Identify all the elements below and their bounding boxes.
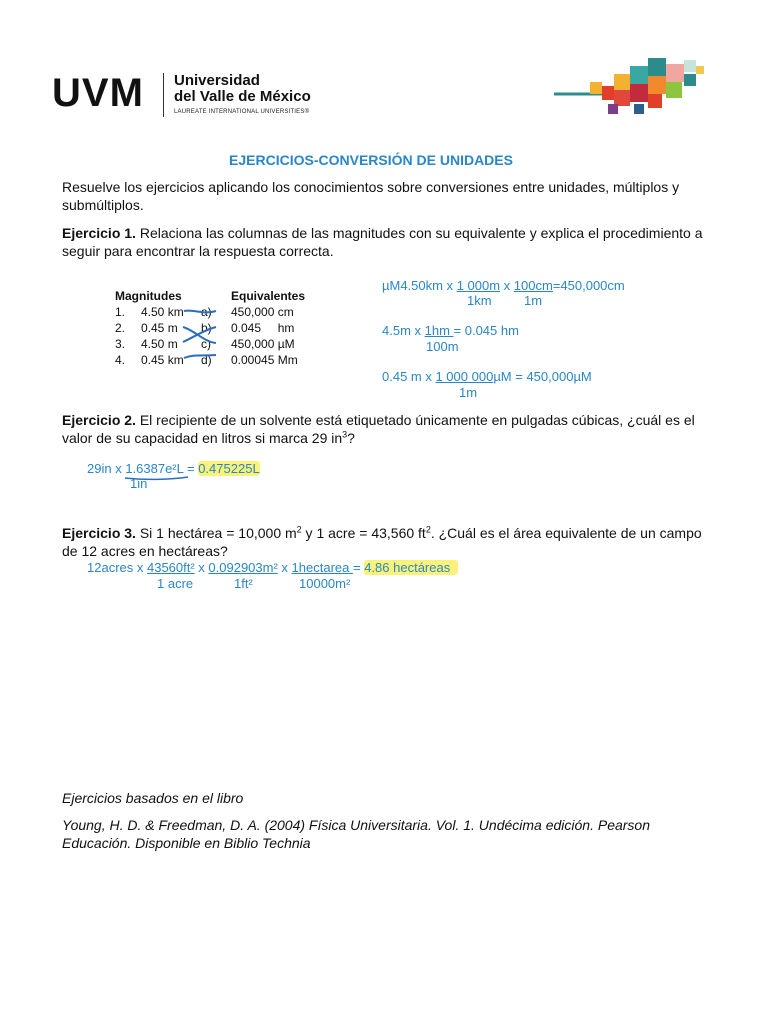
ejercicio3-text1a: Si 1 hectárea = 10,000 m: [135, 525, 297, 541]
ejercicio2-superscript: 3: [342, 429, 348, 440]
row-number: 2.: [115, 321, 126, 335]
row-letter: b): [201, 321, 212, 335]
conversion-c: [382, 369, 592, 385]
conversion-b-result: = 0.045 hm: [453, 323, 519, 338]
ejercicio2-work-denominator: 1in: [130, 476, 148, 491]
conversion-a-numerator1: 1 000m: [456, 278, 501, 293]
row-number: 1.: [115, 305, 126, 319]
ejercicio2-result: 0.475225L: [198, 461, 260, 476]
row-magnitude: 4.50 km: [141, 305, 184, 319]
row-magnitude: 4.50 m: [141, 337, 178, 351]
conversion-c-result: µM = 450,000µM: [493, 369, 592, 384]
page-title: EJERCICIOS-CONVERSIÓN DE UNIDADES: [229, 152, 513, 168]
ejercicio1-label: Ejercicio 1.: [62, 225, 136, 241]
ejercicio3-denominator1: 1 acre: [157, 576, 194, 591]
ejercicio3-times1: x: [194, 560, 209, 575]
laureate-tagline: LAUREATE INTERNATIONAL UNIVERSITIES®: [174, 109, 310, 115]
ejercicio3-denominator2: 1ft²: [234, 576, 253, 591]
row-magnitude: 0.45 m: [141, 321, 178, 335]
header-magnitudes: Magnitudes: [115, 289, 182, 303]
ejercicio3-label: Ejercicio 3.: [62, 525, 136, 541]
university-name-line2: del Valle de México: [174, 88, 311, 105]
ejercicio2-question-mark: ?: [347, 430, 355, 446]
ejercicio3-numerator1: 43560ft²: [146, 560, 195, 575]
ejercicio3-numerator2: 0.092903m²: [208, 560, 278, 575]
conversion-b-denominator: 100m: [426, 339, 459, 354]
ejercicio3-text2: de 12 acres en hectáreas?: [62, 543, 228, 559]
conversion-a-denominator2: 1m: [524, 293, 543, 308]
ejercicio1-text2: seguir para encontrar la respuesta correcta.: [62, 243, 334, 259]
uvm-logo: UVM: [52, 71, 144, 115]
row-magnitude: 0.45 km: [141, 353, 184, 367]
references-heading: Ejercicios basados en el libro: [62, 790, 244, 806]
ejercicio3-text1c: . ¿Cuál es el área equivalente de un campo: [430, 525, 702, 541]
ejercicio2-text2: [62, 429, 355, 448]
conversion-a: [382, 278, 625, 294]
row-equivalent: 0.045 hm: [231, 321, 295, 335]
conversion-a-denominator1: 1km: [467, 293, 492, 308]
intro-line2: submúltiplos.: [62, 197, 144, 213]
conversion-b-start: 4.5m x: [382, 323, 425, 338]
ejercicio2-statement: [62, 411, 695, 430]
row-equivalent: 0.00045 Mm: [231, 353, 298, 367]
reference-line2: Educación. Disponible en Biblio Technia: [62, 835, 311, 851]
ejercicio3-text1b: y 1 acre = 43,560 ft: [301, 525, 426, 541]
university-name-line1: Universidad: [174, 72, 260, 89]
ejercicio2-work-start: 29in x: [87, 461, 126, 476]
ejercicio3-work-start: 12acres x: [87, 560, 147, 575]
row-letter: d): [201, 353, 212, 367]
ejercicio1-statement: [62, 224, 703, 243]
logo-divider: [163, 73, 164, 117]
row-number: 4.: [115, 353, 126, 367]
header-equivalentes: Equivalentes: [231, 289, 306, 303]
conversion-b: [382, 323, 519, 339]
row-letter: c): [201, 337, 211, 351]
row-number: 3.: [115, 337, 126, 351]
conversion-a-numerator2: 100cm: [513, 278, 553, 293]
conversion-b-numerator: 1hm: [424, 323, 454, 338]
row-equivalent: 450,000 cm: [231, 305, 294, 319]
matching-lines: [180, 302, 220, 362]
ejercicio3-numerator3: 1hectarea: [291, 560, 353, 575]
conversion-c-denominator: 1m: [459, 385, 478, 400]
conversion-a-result: =450,000cm: [552, 278, 625, 293]
ejercicio2-work-numerator: 1.6387e²L: [125, 461, 184, 476]
ejercicio3-times2: x: [277, 560, 292, 575]
ejercicio3-superscript2: 2: [425, 524, 431, 535]
ejercicio2-text1: El recipiente de un solvente está etiquetado únicamente en pulgadas cúbicas, ¿cuál es el: [135, 412, 695, 428]
ejercicio3-equals: =: [352, 560, 365, 575]
ejercicio3-statement: [62, 524, 702, 543]
cubes-logo-icon: [550, 52, 730, 124]
ejercicio3-denominator3: 10000m²: [299, 576, 351, 591]
reference-line1: Young, H. D. & Freedman, D. A. (2004) Física Universitaria. Vol. 1. Undécima edición. Pearson: [62, 817, 650, 833]
ejercicio3-work: [87, 560, 458, 576]
conversion-a-start: µM4.50km x: [382, 278, 457, 293]
conversion-a-times: x: [500, 278, 514, 293]
ejercicio3-result: 4.86 hectáreas: [364, 560, 458, 575]
ejercicio2-work-equals: =: [183, 461, 199, 476]
intro-line1: Resuelve los ejercicios aplicando los conocimientos sobre conversiones entre unidades, múltiplos y: [62, 179, 680, 195]
ejercicio2-label: Ejercicio 2.: [62, 412, 136, 428]
conversion-c-start: 0.45 m x: [382, 369, 436, 384]
ejercicio2-text2-main: valor de su capacidad en litros si marca 29 in: [62, 430, 343, 446]
row-equivalent: 450,000 µM: [231, 337, 295, 351]
conversion-c-numerator: 1 000 000: [435, 369, 494, 384]
ejercicio3-superscript1: 2: [296, 524, 302, 535]
ejercicio1-text1: Relaciona las columnas de las magnitudes con su equivalente y explica el procedimiento a: [135, 225, 703, 241]
row-letter: a): [201, 305, 212, 319]
